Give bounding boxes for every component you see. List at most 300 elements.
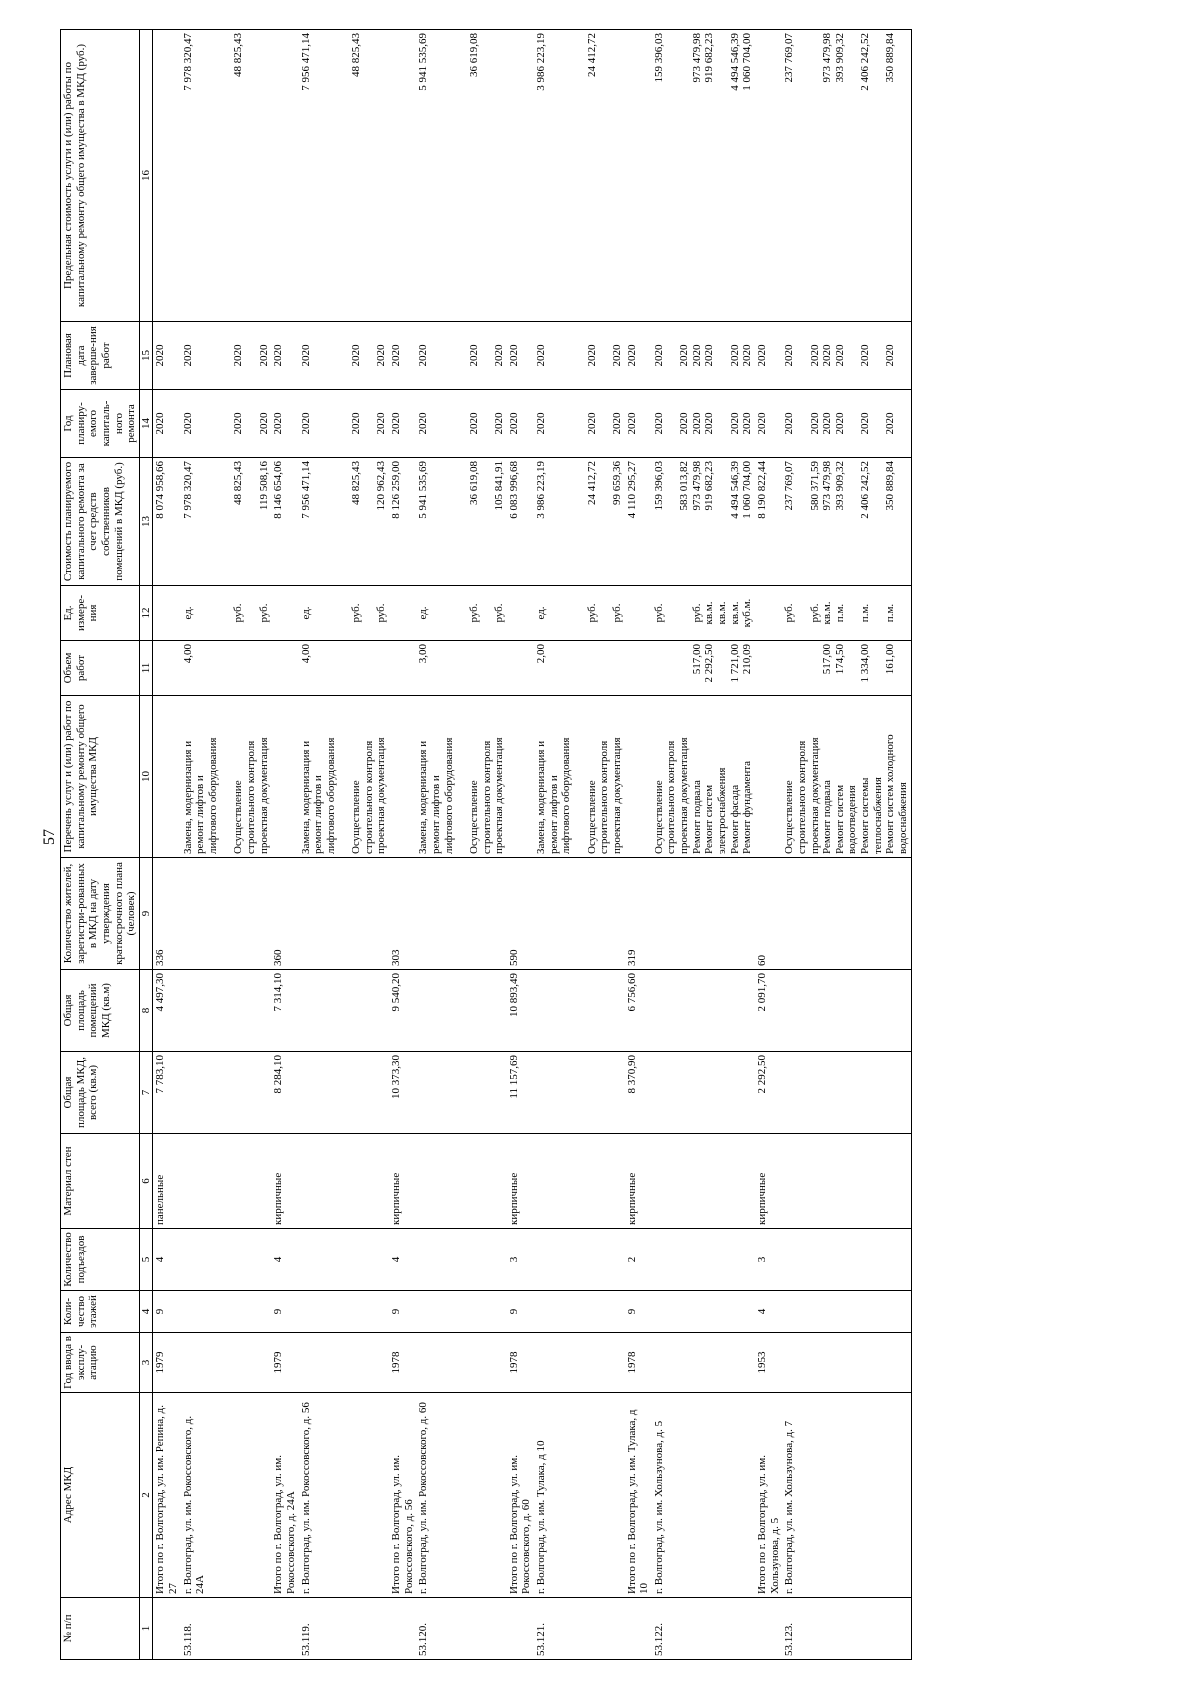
cell-line	[363, 644, 376, 692]
cell-line	[337, 33, 350, 318]
cell-line: 210,09	[741, 644, 754, 675]
cell-line: ремонт лифтов и	[312, 775, 325, 854]
cell-line	[560, 393, 573, 454]
table-row-total	[625, 30, 652, 1660]
cell-line	[653, 644, 666, 692]
cell-line: 2020	[375, 412, 388, 435]
table-row-item	[782, 30, 911, 1660]
cell-line	[220, 589, 233, 637]
cell-line	[716, 33, 729, 318]
cell-line	[220, 461, 233, 582]
cell-line: 24 412,72	[585, 461, 598, 505]
cell-line	[220, 33, 233, 318]
cell-c4: 9	[507, 1291, 534, 1333]
cell-line: 2020	[585, 412, 598, 435]
cell-line: 2020	[741, 412, 754, 435]
cell-line: 2020	[625, 344, 638, 367]
cell-c11	[389, 641, 416, 696]
cell-c2: г. Волгоград, ул. им. Хользунова, д. 7	[782, 1393, 911, 1598]
cell-c11	[755, 641, 782, 696]
cell-c4	[181, 1291, 271, 1333]
cell-line: кв.м.	[703, 601, 716, 625]
cell-c8	[652, 970, 755, 1052]
cell-line	[455, 325, 468, 386]
cell-line	[665, 33, 678, 318]
cell-line	[350, 644, 363, 692]
cell-line: руб.	[808, 603, 821, 623]
cell-c2: г. Волгоград, ул. им. Рокоссовского, д. 24А	[181, 1393, 271, 1598]
cell-line	[872, 644, 885, 692]
cell-line	[481, 461, 494, 582]
cell-line	[312, 33, 325, 318]
cell-c5	[534, 1229, 624, 1291]
cell-line: 2020	[299, 412, 312, 435]
cell-c10	[153, 696, 181, 858]
cell-c7	[534, 1052, 624, 1134]
cell-c16	[416, 30, 506, 322]
cell-line: 2020	[181, 412, 194, 435]
cell-line: 2020	[678, 344, 691, 367]
cell-line: руб.	[610, 603, 623, 623]
cell-c13	[534, 458, 624, 586]
table-body	[153, 30, 911, 1660]
cell-line: 2020	[507, 344, 520, 367]
cell-c12	[416, 586, 506, 641]
cell-line: 8 146 654,06	[272, 461, 285, 519]
cell-line: 2020	[703, 344, 716, 367]
cell-line	[560, 589, 573, 637]
cell-line: 2020	[535, 344, 548, 367]
cell-line: теплоснабжения	[871, 777, 884, 854]
cell-line	[897, 33, 910, 318]
column-header-16: Предельная стоимость услуги и (или) работы по капитальному ремонту общего имущества в МКД (руб.)	[61, 30, 140, 322]
cell-c8: 4 497,30	[153, 970, 181, 1052]
cell-c12	[625, 586, 652, 641]
cell-line	[207, 325, 220, 386]
cell-line	[194, 393, 207, 454]
cell-line	[716, 461, 729, 582]
cell-line	[846, 461, 859, 582]
cell-c7: 8 370,90	[625, 1052, 652, 1134]
cell-line	[363, 589, 376, 637]
cell-c15	[652, 322, 755, 390]
cell-c7	[416, 1052, 506, 1134]
cell-c5: 2	[625, 1229, 652, 1291]
cell-line	[245, 461, 258, 582]
cell-c10	[507, 696, 534, 858]
cell-c3: 1978	[625, 1333, 652, 1393]
cell-c5: 4	[271, 1229, 298, 1291]
cell-line: 1 721,00	[728, 644, 741, 683]
cell-c14	[652, 390, 755, 458]
cell-c7	[181, 1052, 271, 1134]
cell-c6	[652, 1134, 755, 1229]
header-row	[61, 30, 140, 1660]
cell-line: Осуществление	[350, 780, 363, 854]
cell-c14	[416, 390, 506, 458]
cell-c1: 53.122.	[652, 1598, 755, 1660]
cell-line: 2020	[417, 344, 430, 367]
cell-line: 1 334,00	[859, 644, 872, 683]
cell-line: 2020	[232, 344, 245, 367]
cell-line	[678, 644, 691, 692]
cell-c9	[652, 858, 755, 970]
cell-c1: 53.123.	[782, 1598, 911, 1660]
cell-line: Ремонт систем	[703, 784, 716, 854]
cell-line	[481, 589, 494, 637]
cell-c7: 2 292,50	[755, 1052, 782, 1134]
table-row-item	[652, 30, 755, 1660]
cell-c3: 1978	[389, 1333, 416, 1393]
cell-line: строительного контроля	[362, 740, 375, 854]
table-row-item	[299, 30, 389, 1660]
column-header-8: Общая площадь помещений МКД (кв.м)	[61, 970, 140, 1052]
column-header-1: № п/п	[61, 1598, 140, 1660]
cell-c11	[652, 641, 755, 696]
column-header-15: Плановая дата заверше-ния работ	[61, 322, 140, 390]
cell-line: Ремонт фасада	[728, 784, 741, 854]
cell-c5: 4	[389, 1229, 416, 1291]
cell-c9: 60	[755, 858, 782, 970]
cell-line: руб.	[350, 603, 363, 623]
cell-line: 517,00	[821, 644, 834, 675]
cell-c8	[299, 970, 389, 1052]
column-header-14: Год планиру-емого капиталь-ного ремонта	[61, 390, 140, 458]
cell-c12	[782, 586, 911, 641]
cell-line	[455, 461, 468, 582]
cell-line: 2020	[652, 344, 665, 367]
cell-c8	[416, 970, 506, 1052]
column-number-6: 6	[139, 1134, 153, 1229]
cell-line: проектная документация	[808, 737, 821, 854]
cell-c15	[755, 322, 782, 390]
cell-line: 973 479,98	[821, 461, 834, 511]
cell-line: Осуществление	[585, 780, 598, 854]
cell-c10	[271, 696, 298, 858]
cell-c8	[181, 970, 271, 1052]
cell-c4: 9	[153, 1291, 181, 1333]
cell-line: 1 060 704,00	[741, 33, 754, 91]
cell-c2: г. Волгоград, ул. им. Хользунова, д. 5	[652, 1393, 755, 1598]
cell-c8: 9 540,20	[389, 970, 416, 1052]
cell-line	[363, 33, 376, 318]
cell-line: 3 986 223,19	[535, 33, 548, 91]
cell-line: 2020	[154, 344, 167, 367]
cell-c10	[755, 696, 782, 858]
cell-line	[548, 393, 561, 454]
cell-line	[443, 644, 456, 692]
cell-line: 2020	[690, 412, 703, 435]
cell-line: 2020	[232, 412, 245, 435]
cell-line: Замена, модернизация и	[181, 740, 194, 854]
cell-line: Ремонт фундамента	[741, 760, 754, 854]
cell-c7	[652, 1052, 755, 1134]
cell-line: строительного контроля	[598, 740, 611, 854]
cell-c6	[299, 1134, 389, 1229]
cell-line: 5 941 535,69	[417, 33, 430, 91]
cell-line	[430, 589, 443, 637]
cell-c11	[507, 641, 534, 696]
cell-line: 2020	[417, 412, 430, 435]
cell-line: 2020	[728, 344, 741, 367]
column-number-4: 4	[139, 1291, 153, 1333]
cell-c12	[507, 586, 534, 641]
cell-line: 973 479,98	[690, 461, 703, 511]
cell-c6: кирпичные	[755, 1134, 782, 1229]
cell-c13	[652, 458, 755, 586]
cell-line	[665, 644, 678, 692]
cell-line	[665, 325, 678, 386]
cell-line: 2020	[783, 412, 796, 435]
cell-line: 2020	[884, 344, 897, 367]
cell-c8: 7 314,10	[271, 970, 298, 1052]
cell-c11	[181, 641, 271, 696]
cell-line	[809, 644, 822, 692]
cell-c15	[507, 322, 534, 390]
column-header-10: Перечень услуг и (или) работ по капитальному ремонту общего имущества МКД	[61, 696, 140, 858]
column-header-6: Материал стен	[61, 1134, 140, 1229]
cell-c9	[416, 858, 506, 970]
cell-line: руб.	[375, 603, 388, 623]
cell-line: 2 292,50	[703, 644, 716, 683]
cell-line	[220, 393, 233, 454]
cell-line: 2020	[833, 412, 846, 435]
cell-line	[375, 33, 388, 318]
cell-c3	[416, 1333, 506, 1393]
cell-line: 2020	[257, 412, 270, 435]
cell-line	[560, 644, 573, 692]
cell-line	[598, 33, 611, 318]
cell-line	[337, 461, 350, 582]
cell-line: 2020	[652, 412, 665, 435]
cell-line	[872, 589, 885, 637]
cell-line	[325, 33, 338, 318]
cell-line: Замена, модернизация и	[299, 740, 312, 854]
cell-c13	[782, 458, 911, 586]
cell-line: руб.	[257, 603, 270, 623]
column-header-13: Стоимость планируемого капитального ремонта за счет средств собственников помещений в МКД (руб.)	[61, 458, 140, 586]
cell-line: 174,50	[833, 644, 846, 675]
cell-c9	[534, 858, 624, 970]
cell-c4	[299, 1291, 389, 1333]
cell-c10	[181, 696, 271, 858]
cell-line: 159 396,03	[652, 461, 665, 511]
cell-c1	[271, 1598, 298, 1660]
cell-line	[325, 461, 338, 582]
cell-c9: 319	[625, 858, 652, 970]
cell-c7: 8 284,10	[271, 1052, 298, 1134]
cell-line: 2020	[154, 412, 167, 435]
cell-line: 2020	[257, 344, 270, 367]
cell-line: 237 769,07	[783, 33, 796, 83]
cell-line	[258, 644, 271, 692]
cell-line: 159 396,03	[652, 33, 665, 83]
cell-c4	[782, 1291, 911, 1333]
cell-line	[220, 325, 233, 386]
cell-c16	[755, 30, 782, 322]
cell-c3: 1979	[153, 1333, 181, 1393]
cell-c15	[389, 322, 416, 390]
cell-line	[220, 644, 233, 692]
cell-line: проектная документация	[257, 737, 270, 854]
cell-c16	[534, 30, 624, 322]
cell-c15	[416, 322, 506, 390]
cell-line: 2020	[299, 344, 312, 367]
cell-line	[455, 393, 468, 454]
cell-c1: 53.118.	[181, 1598, 271, 1660]
cell-line: 973 479,98	[690, 33, 703, 83]
cell-line: Ремонт систем	[833, 784, 846, 854]
cell-line	[207, 33, 220, 318]
cell-line: 2 406 242,52	[859, 461, 872, 519]
cell-c11	[782, 641, 911, 696]
cell-c2: г. Волгоград, ул. им. Тулака, д 10	[534, 1393, 624, 1598]
cell-c2: Итого по г. Волгоград, ул. им. Рокоссовского, д. 60	[507, 1393, 534, 1598]
cell-line	[207, 644, 220, 692]
column-header-2: Адрес МКД	[61, 1393, 140, 1598]
cell-line: 48 825,43	[232, 461, 245, 505]
cell-line	[897, 393, 910, 454]
cell-line	[586, 644, 599, 692]
cell-line	[245, 393, 258, 454]
cell-c16	[389, 30, 416, 322]
cell-line: проектная документация	[610, 737, 623, 854]
cell-line	[846, 589, 859, 637]
cell-line	[194, 461, 207, 582]
cell-line	[325, 393, 338, 454]
cell-line	[846, 644, 859, 692]
cell-line: 2020	[703, 412, 716, 435]
cell-c5	[299, 1229, 389, 1291]
table-row-total	[271, 30, 298, 1660]
page-number: 57	[41, 829, 58, 845]
cell-c8: 10 893,49	[507, 970, 534, 1052]
cell-c4: 9	[625, 1291, 652, 1333]
cell-line	[220, 699, 233, 854]
cell-line	[312, 393, 325, 454]
cell-c7: 10 373,30	[389, 1052, 416, 1134]
cell-c5	[652, 1229, 755, 1291]
column-number-1: 1	[139, 1598, 153, 1660]
cell-line	[846, 325, 859, 386]
cell-line: 2020	[808, 344, 821, 367]
cell-line: Замена, модернизация и	[417, 740, 430, 854]
cell-line	[796, 393, 809, 454]
cell-line	[665, 461, 678, 582]
cell-line: 2020	[467, 412, 480, 435]
cell-c13	[507, 458, 534, 586]
cell-c2: Итого по г. Волгоград, ул. им. Рокоссовского, д. 56	[389, 1393, 416, 1598]
cell-line: 2020	[493, 344, 506, 367]
cell-c2: Итого по г. Волгоград, ул. им. Репина, д. 27	[153, 1393, 181, 1598]
cell-line: руб.	[690, 603, 703, 623]
cell-line: 2020	[678, 412, 691, 435]
cell-line: 393 909,32	[833, 461, 846, 511]
cell-line	[598, 325, 611, 386]
cell-line: 2020	[859, 344, 872, 367]
cell-c11	[299, 641, 389, 696]
cell-line	[481, 325, 494, 386]
cell-line	[665, 393, 678, 454]
cell-line	[207, 589, 220, 637]
cell-c9: 336	[153, 858, 181, 970]
cell-c10	[389, 696, 416, 858]
cell-c8: 2 091,70	[755, 970, 782, 1052]
cell-c12	[652, 586, 755, 641]
table-row-total	[507, 30, 534, 1660]
document-rotated-content	[60, 30, 1200, 1660]
cell-line: 2020	[390, 412, 403, 435]
cell-line: ед.	[299, 606, 312, 620]
cell-line	[573, 393, 586, 454]
cell-c9	[299, 858, 389, 970]
cell-c5	[181, 1229, 271, 1291]
cell-c6	[181, 1134, 271, 1229]
cell-c13	[271, 458, 298, 586]
cell-line	[443, 325, 456, 386]
cell-line	[598, 393, 611, 454]
cell-line	[194, 33, 207, 318]
cell-line: 4 494 546,39	[728, 461, 741, 519]
cell-c9: 590	[507, 858, 534, 970]
cell-line	[363, 461, 376, 582]
cell-line: 161,00	[884, 644, 897, 675]
column-number-11: 11	[139, 641, 153, 696]
cell-line: 2020	[821, 344, 834, 367]
cell-line: 7 956 471,14	[299, 461, 312, 519]
cell-line: 48 825,43	[350, 33, 363, 77]
cell-c4: 4	[755, 1291, 782, 1333]
cell-line: руб.	[467, 603, 480, 623]
cell-line: Осуществление	[783, 780, 796, 854]
cell-line: Ремонт подвала	[690, 780, 703, 854]
cell-line: 5 941 535,69	[417, 461, 430, 519]
cell-line: проектная документация	[375, 737, 388, 854]
cell-c10	[782, 696, 911, 858]
cell-c2: г. Волгоград, ул. им. Рокоссовского, д. 56	[299, 1393, 389, 1598]
cell-c3: 1979	[271, 1333, 298, 1393]
cell-line: 36 619,08	[467, 33, 480, 77]
cell-line: 2020	[350, 412, 363, 435]
cell-line: 2020	[741, 344, 754, 367]
cell-line: 7 978 320,47	[181, 33, 194, 91]
cell-c2: г. Волгоград, ул. им. Рокоссовского, д. 60	[416, 1393, 506, 1598]
cell-line	[194, 325, 207, 386]
table-row-item	[534, 30, 624, 1660]
column-header-3: Год ввода в эксплу-атацию	[61, 1333, 140, 1393]
cell-c4	[652, 1291, 755, 1333]
cell-line	[245, 325, 258, 386]
cell-line: Осуществление	[467, 780, 480, 854]
cell-c4	[416, 1291, 506, 1333]
cell-c10	[625, 696, 652, 858]
cell-c5: 3	[507, 1229, 534, 1291]
cell-line: руб.	[652, 603, 665, 623]
cell-line: строительного контроля	[244, 740, 257, 854]
cell-line: 4 110 295,27	[625, 461, 638, 519]
cell-line	[716, 644, 729, 692]
column-header-11: Объем работ	[61, 641, 140, 696]
cell-line	[337, 699, 350, 854]
cell-line: Ремонт подвала	[821, 780, 834, 854]
cell-c14	[507, 390, 534, 458]
cell-line: проектная документация	[493, 737, 506, 854]
cell-line: 2020	[690, 344, 703, 367]
table-row-total	[389, 30, 416, 1660]
cell-line: руб.	[232, 603, 245, 623]
cell-line	[493, 33, 506, 318]
cell-line: Осуществление	[652, 780, 665, 854]
